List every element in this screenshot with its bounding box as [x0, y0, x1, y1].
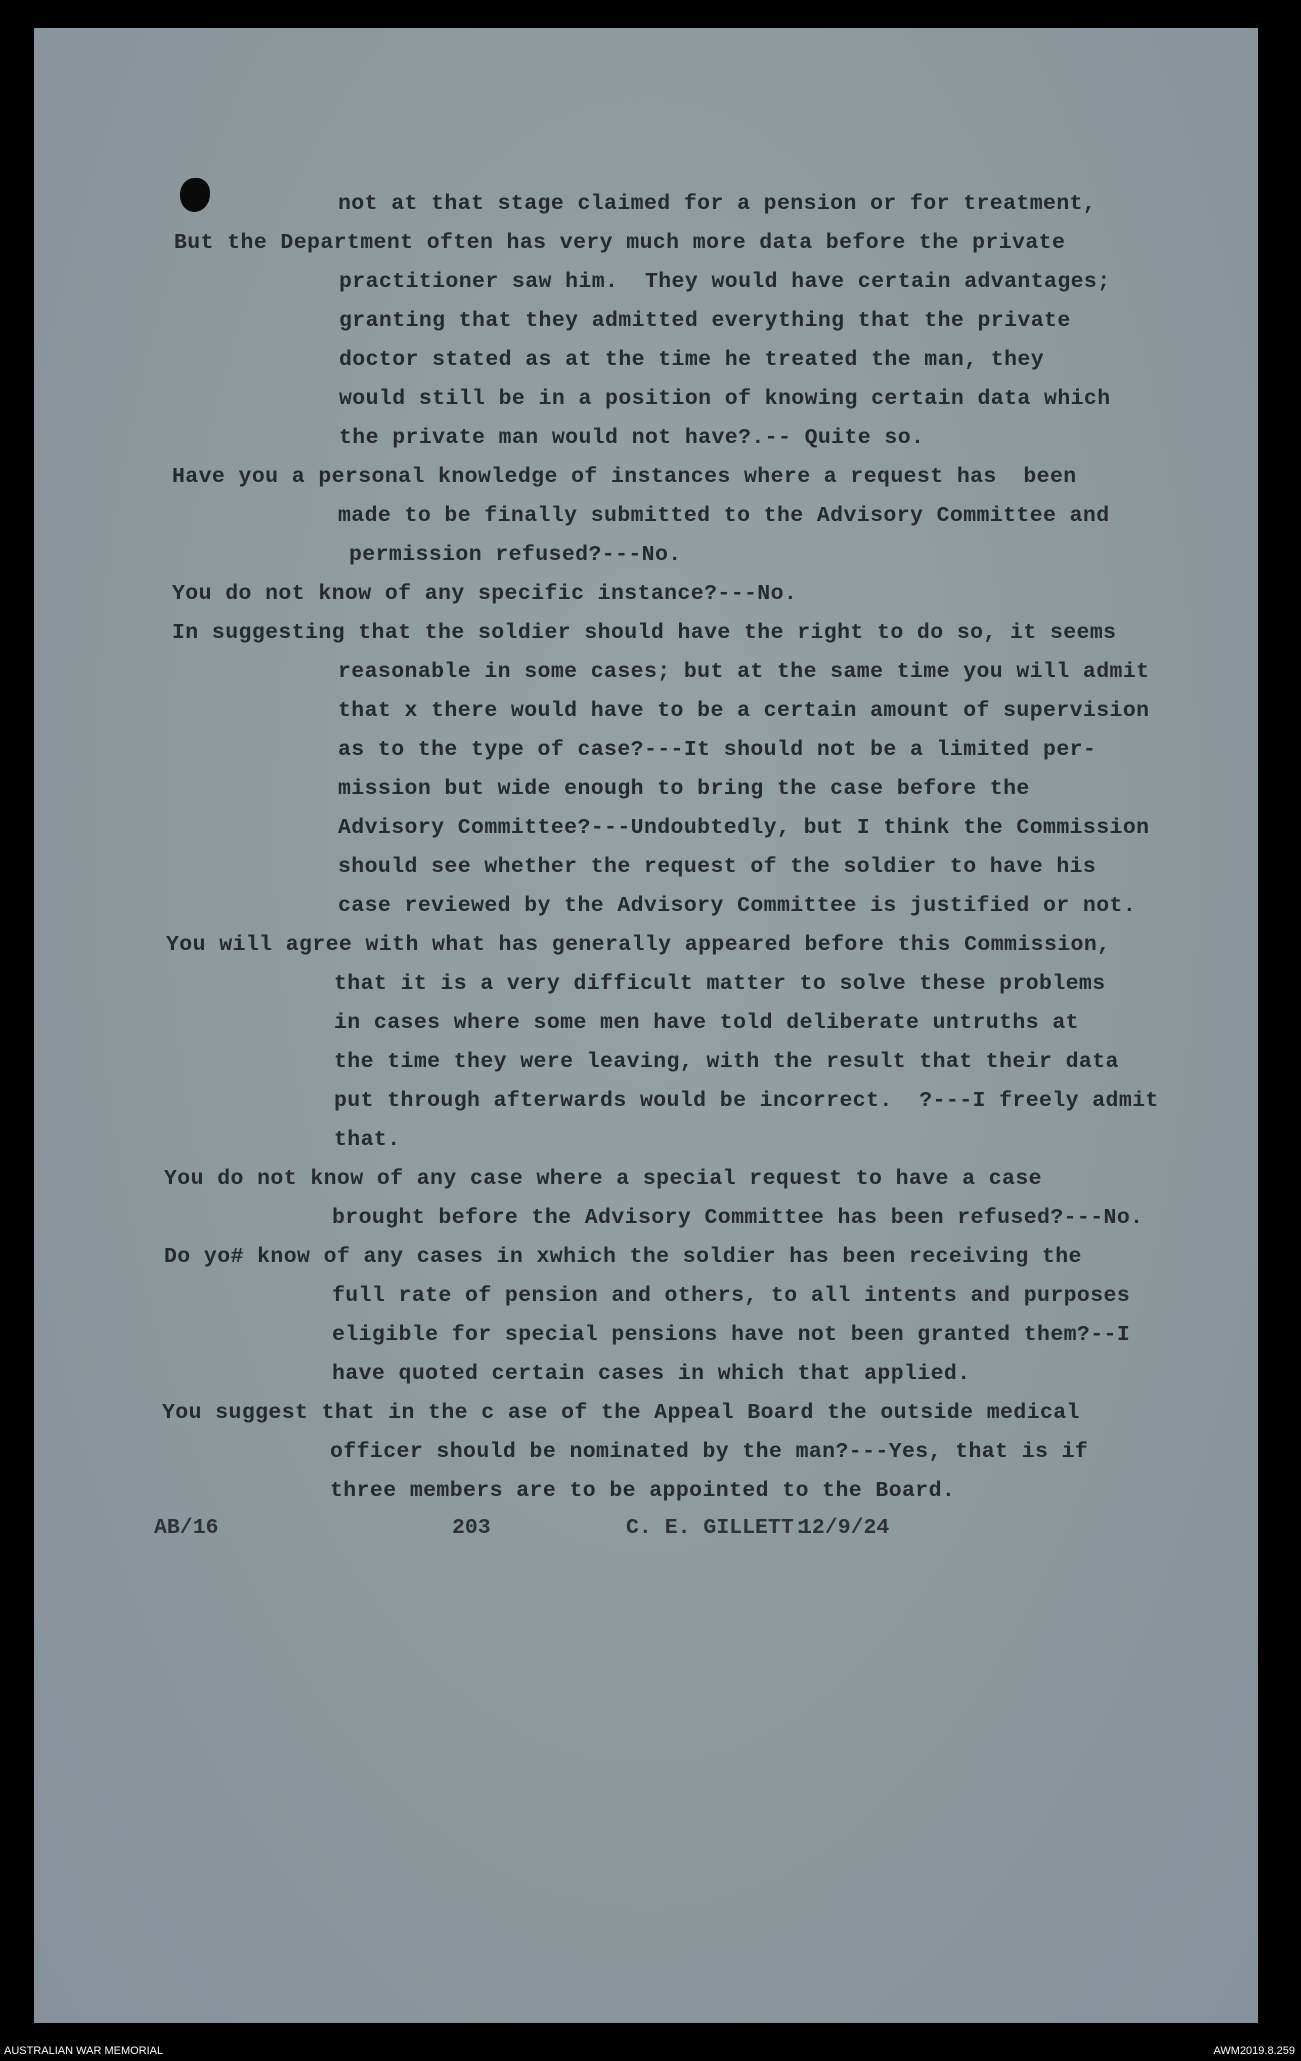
archive-label: AUSTRALIAN WAR MEMORIAL: [4, 2045, 164, 2057]
text-line: the time they were leaving, with the result that their data: [334, 1050, 1119, 1074]
document-page: [34, 28, 1258, 2023]
text-line: case reviewed by the Advisory Committee is justified or not.: [338, 894, 1137, 918]
text-line: have quoted certain cases in which that applied.: [332, 1362, 971, 1386]
footer-reference: AB/16: [154, 1516, 219, 1540]
text-line: that.: [334, 1128, 401, 1152]
text-line: as to the type of case?---It should not be a limited per-: [338, 738, 1097, 762]
text-line: brought before the Advisory Committee has been refused?---No.: [332, 1206, 1144, 1230]
text-line: that x there would have to be a certain amount of supervision: [338, 699, 1150, 723]
text-line: But the Department often has very much more data before the private: [174, 231, 1066, 255]
text-line: not at that stage claimed for a pension or for treatment,: [338, 192, 1097, 216]
text-line: should see whether the request of the soldier to have his: [338, 855, 1097, 879]
text-line: would still be in a position of knowing certain data which: [339, 387, 1111, 411]
text-line: You do not know of any case where a special request to have a case: [164, 1167, 1042, 1191]
text-line: In suggesting that the soldier should have the right to do so, it seems: [172, 621, 1117, 645]
punch-hole-mark: [180, 178, 210, 212]
footer-page-number: 203: [452, 1516, 491, 1540]
text-line: officer should be nominated by the man?---Yes, that is if: [330, 1440, 1089, 1464]
text-line: You will agree with what has generally appeared before this Commission,: [166, 933, 1111, 957]
text-line: the private man would not have?.-- Quite so.: [339, 426, 925, 450]
text-line: permission refused?---No.: [349, 543, 682, 567]
text-line: mission but wide enough to bring the case before the: [338, 777, 1030, 801]
text-line: full rate of pension and others, to all intents and purposes: [332, 1284, 1131, 1308]
text-line: You do not know of any specific instance?---No.: [172, 582, 798, 606]
text-line: Have you a personal knowledge of instances where a request has been: [172, 465, 1077, 489]
text-line: Do yo# know of any cases in xwhich the soldier has been receiving the: [164, 1245, 1082, 1269]
text-line: Advisory Committee?---Undoubtedly, but I think the Commission: [338, 816, 1150, 840]
footer-witness: C. E. GILLETT:: [626, 1516, 807, 1540]
text-line: put through afterwards would be incorrect. ?---I freely admit: [334, 1089, 1159, 1113]
text-line: made to be finally submitted to the Advisory Committee and: [338, 504, 1110, 528]
text-line: that it is a very difficult matter to solve these problems: [334, 972, 1106, 996]
text-line: You suggest that in the c ase of the Appeal Board the outside medical: [162, 1401, 1080, 1425]
text-line: reasonable in some cases; but at the same time you will admit: [338, 660, 1150, 684]
text-line: in cases where some men have told deliberate untruths at: [334, 1011, 1079, 1035]
archive-strip: [0, 2044, 1301, 2061]
archive-id: AWM2019.8.259: [1213, 2045, 1295, 2057]
text-line: three members are to be appointed to the Board.: [330, 1479, 956, 1503]
text-line: practitioner saw him. They would have certain advantages;: [339, 270, 1111, 294]
text-line: doctor stated as at the time he treated the man, they: [339, 348, 1045, 372]
text-line: granting that they admitted everything that the private: [339, 309, 1071, 333]
text-line: eligible for special pensions have not been granted them?--I: [332, 1323, 1131, 1347]
footer-date: 12/9/24: [799, 1516, 890, 1540]
